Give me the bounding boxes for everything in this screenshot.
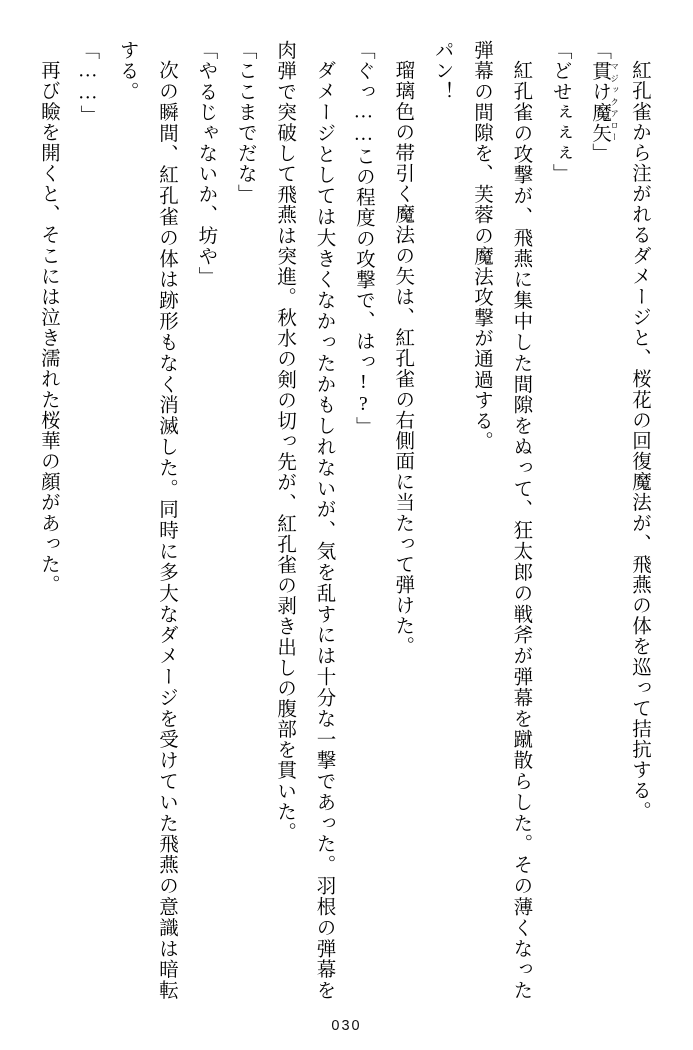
paragraph-11: 次の瞬間、紅孔雀の体は跡形もなく消滅した。同時に多大なダメージを受けていた飛燕の意識は暗転する。	[116, 40, 177, 1000]
paragraph-7: 「ぐっ……この程度の攻撃で、はっ!?」	[352, 40, 374, 437]
paragraph-10: 「やるじゃないか、坊や」	[195, 40, 217, 287]
paragraph-13: 再び瞼を開くと、そこには泣き濡れた桜華の顔があった。	[37, 59, 59, 595]
paragraph-6: 瑠璃色の帯引く魔法の矢は、紅孔雀の右側面に当たって弾けた。	[392, 59, 414, 657]
paragraph-3: 「どせぇぇぇ」	[549, 40, 571, 185]
page-number: 030	[331, 1018, 362, 1034]
paragraph-8: ダメージとしては大きくなかったかもしれないが、気を乱すには十分な一撃であった。羽根の弾幕を肉弾で突破して飛燕は突進。秋水の剣の切っ先が、紅孔雀の剥き出しの腹部を貫いた。	[274, 40, 335, 1000]
paragraph-5: パン！	[431, 40, 453, 102]
paragraph-12: 「……」	[77, 40, 99, 126]
paragraph-4: 紅孔雀の攻撃が、飛燕に集中した間隙をぬって、狂太郎の戦斧が弾幕を蹴散らした。その薄くなった弾幕の間隙を、芙蓉の魔法攻撃が通過する。	[471, 40, 532, 1000]
paragraph-1: 紅孔雀から注がれるダメージと、桜花の回復魔法が、飛燕の体を巡って拮抗する。	[629, 59, 650, 821]
vertical-text-body	[34, 40, 659, 1000]
ruby-magic-arrow: 貫け魔矢 マジックアロー	[589, 60, 620, 143]
paragraph-9: 「ここまでだな」	[234, 40, 256, 205]
paragraph-2: 「貫け魔矢 マジックアロー」	[589, 40, 620, 164]
furigana-magic-arrow: マジックアロー	[609, 60, 620, 143]
